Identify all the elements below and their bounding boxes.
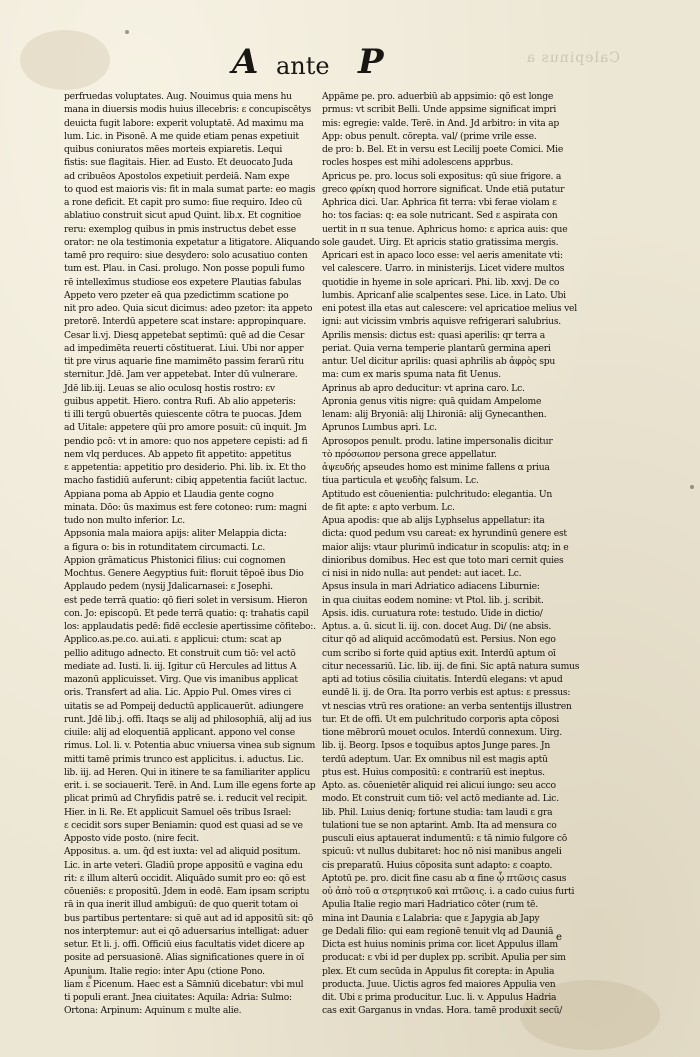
text-line: ε appetentia: appetitio pro desiderio. Phi. lib. ix. Et tho — [64, 462, 306, 473]
text-line: quotidie in hyeme in sole apricari. Phi. lib. xxvj. De co — [322, 276, 560, 288]
text-line: los: applaudatis pedē: fidē ecclesie apertissime cōfitebo:. — [64, 621, 316, 632]
text-line: tulationi tue se non aptarint. Amb. Ita ad mensura co — [322, 819, 557, 831]
text-line: tudo non multo inferior. Lc. — [64, 515, 185, 526]
text-line: vel calescere. Uarro. in ministerijs. Licet videre multos — [322, 263, 565, 275]
text-line: tiua particula et ψευδὴς falsum. Lc. — [322, 475, 479, 487]
text-line: posite ad persuasionē. Alias significationes quere in oī — [64, 952, 304, 964]
text-line: Aprinus ab apro deducitur: vt aprina caro. Lc. — [322, 382, 525, 394]
text-line: cōueniēs: ε propositū. Jdem in eodē. Eam ipsam scriptu — [64, 886, 310, 897]
text-line: fistis: sue flagitais. Hier. ad Eusto. Et deuocato Juda — [64, 157, 293, 169]
text-line: spicuū: vt nullus dubitaret: hoc nō nisi manibus angeli — [322, 846, 562, 858]
right-text-column — [322, 90, 580, 1017]
text-line: ad impedimēta reuerti cōstituerat. Liui. Ubi nor apper — [64, 342, 304, 354]
text-line: lib. Phil. Luius deniq; fortune studia: tam laudi ε gra — [322, 806, 553, 818]
text-line: Apronia genus vitis nigre: quā quidam Ampelome — [322, 395, 542, 407]
text-line: tur. Et de offi. Ut em pulchritudo corporis apta cōposi — [322, 713, 559, 725]
text-line: igni: aut vicissim vmbris aquisve refrigerari salubrius. — [322, 316, 561, 328]
text-line: orator: ne ola testimonia expetatur a litigatore. Aliquando — [64, 236, 320, 248]
text-line: deuicta fugit labore: experit voluptatē. Ad maximu ma — [64, 117, 304, 129]
text-line: τὸ πρόσωπον persona grece appellatur. — [322, 448, 497, 460]
text-line: rit: ε illum alterū occidit. Aliquādo sumit pro eo: qō est — [64, 872, 306, 884]
text-line: Applico.as.pe.co. aui.ati. ε applicui: ctum: scat ap — [64, 634, 282, 646]
text-line: mina int Daunia ε Lalabria: que ε Japygia ab Japy — [322, 912, 540, 924]
text-line: mana in diuersis modis huius illecebris: ε concupiscētys — [64, 104, 311, 116]
text-line: ge Dedali filio: qui eam regionē tenuit vlq ad Dauniā — [322, 925, 554, 937]
text-line: cas exit Garganus in vndas. Hora. tamē produxit secū/ — [322, 1005, 563, 1017]
text-line: Dicta est huius nominis prima cor. licet Appulus illam — [322, 939, 558, 950]
text-line: ε cecidit sors super Beniamin: quod est quasi ad se ve — [64, 819, 303, 831]
text-line: ad cribuēos Apostolos expetiuit perdeiā. Nam expe — [64, 170, 290, 182]
text-line: macho fastidiū auferunt: cibiq appetentia faciūt lactuc. — [64, 475, 307, 487]
text-line: Apposto vide posto. (nire fecit. — [64, 833, 199, 844]
text-line: ptus est. Huius compositū: ε contrariū est ineptus. — [322, 766, 545, 778]
text-line: Apricari est in apaco loco esse: vel aeris amenitate vti: — [322, 250, 563, 261]
text-line: runt. Jdē lib.j. offi. Itaqs se alij ad philosophiā, alij ad ius — [64, 713, 312, 725]
text-line: cis preparatū. Huius cōposita sunt adapto: ε coapto. — [322, 859, 553, 871]
text-line: ciuile: alij ad eloquentiā applicant. appono vel conse — [64, 727, 295, 738]
text-line: citur qō ad aliquid accōmodatū est. Persius. Non ego — [322, 634, 556, 646]
text-line: Applaudo pedem (nysij Jdalicarnasei: ε Josephi. — [64, 581, 273, 593]
text-line: Apunium. Italie regio: inter Apu (ctione Pono. — [64, 965, 265, 977]
text-line: lib. ij. Beorg. Ipsos e toquibus aptos Junge pares. Jn — [322, 740, 551, 752]
text-line: tum est. Plau. in Casi. prolugo. Non posse populi fumo — [64, 263, 305, 275]
text-line: dit. Ubi ε prima producitur. Luc. li. v. Appulus Hadria — [322, 992, 557, 1003]
text-line: Appsonia mala maiora apijs: aliter Melappia dicta: — [64, 528, 287, 540]
text-line: tamē pro requiro: siue desydero: solo acusatiuo conten — [64, 250, 308, 261]
text-line: mediate ad. Iusti. li. iij. Igitur cū Hercules ad littus A — [64, 660, 297, 672]
text-line: antur. Uel dicitur aprilis: quasi aphrilis ab ἀφρὸς spu — [322, 356, 556, 367]
text-line: tione mēbrorū mouet oculos. Interdū connexum. Uirg. — [322, 727, 562, 738]
text-line: rocles hospes est mihi adolescens apprbus. — [322, 157, 514, 169]
text-line: plex. Et cum secūda in Appulus fit corepta: in Apulia — [322, 965, 555, 977]
text-line: modo. Et construit cum tiō: vel actō mediante ad. Lic. — [322, 793, 559, 805]
text-line: quibus coniuratos mēes morteis expiaretis. Lequi — [64, 144, 283, 155]
text-line: erit. i. se sociauerit. Terē. in And. Lum ille egens forte ap — [64, 780, 316, 791]
text-line: prmus: vt scribit Belli. Unde appsime significat impri — [322, 104, 557, 116]
text-line: a figura o: bis in rotunditatem circumacti. Lc. — [64, 541, 266, 553]
text-line: Aptitudo est cōuenientia: pulchritudo: elegantia. Un — [322, 488, 553, 500]
text-line: rā in qua inerit illud ambiguū: de quo querit totam oi — [64, 899, 298, 911]
text-line: producat: ε vbi id per duplex pp. scribit. Apulia per sim — [322, 952, 566, 964]
text-line: producta. Juue. Uictis agros fed maiores Appulia ven — [322, 978, 556, 990]
text-line: a rone deficit. Et capit pro sumo: fiue requiro. Ideo cū — [64, 197, 303, 208]
ink-spot — [125, 30, 129, 34]
text-line: setur. Et li. j. offi. Officiū eius facultatis videt dicere ap — [64, 939, 305, 950]
text-line: eundē li. ij. de Ora. Ita porro verbis est aptus: ε pressus: — [322, 687, 571, 699]
text-line: Jdē lib.iij. Leuas se alio oculosq hostis rostro: εv — [64, 382, 275, 394]
text-line: Cesar li.vj. Diesq appetebat septimū: quē ad die Cesar — [64, 329, 305, 341]
text-line: Aphrica dici. Uar. Aphrica fit terra: vbi ferae violam ε — [322, 197, 557, 208]
text-line: greco φρίκη quod horrore significat. Unde etiā putatur — [322, 183, 565, 195]
text-line: ad Uitale: appetere qūi pro amore posuit: cū inquit. Jm — [64, 422, 307, 434]
text-line: Apulia Italie regio mari Hadriatico cōter (rum tē. — [322, 899, 538, 911]
text-line: bus partibus pertentare: si quē aut ad id appositū sit: qō — [64, 912, 314, 924]
text-line: nos interptemur: aut ei qō aduersarius intelligat: aduer — [64, 925, 309, 937]
ink-spot — [690, 485, 694, 489]
text-line: liam ε Picenum. Haec est a Sāmniū dicebatur: vbi mul — [64, 978, 304, 990]
text-line: pellio aditugo adnecto. Et construit cum tiō: vel actō — [64, 647, 296, 659]
text-line: con. Jo: episcopū. Et pede terrā quatio: q: trahatis capil — [64, 607, 309, 619]
text-line: mitti tamē primis trunco est applicitus. i. aductus. Lic. — [64, 753, 304, 765]
text-line: citur necessariū. Lic. lib. iij. de fini. Sic aptā natura sumus — [322, 660, 580, 672]
text-line: reru: exemplog quibus in pmis instructus debet esse — [64, 223, 296, 235]
text-line: dicta: quod pedum vsu careat: ex hyrundinū genere est — [322, 528, 567, 540]
text-line: dinioribus domibus. Hec est que toto mari cernit quies — [322, 554, 564, 566]
text-line: Lic. in arte veteri. Gladiū prope appositū e vagina edu — [64, 859, 303, 871]
text-line: vt nescias vtrū res oratione: an verba sententijs illustren — [322, 700, 572, 712]
text-line: de fit apte: ε apto verbum. Lc. — [322, 501, 455, 513]
text-line: est pede terrā quatio: qō fieri solet in versisum. Hieron — [64, 594, 308, 606]
text-line: Apsus insula in mari Adriatico adiacens Liburnie: — [322, 581, 540, 593]
text-line: in qua ciuitas eodem nomine: vt Ptol. lib. j. scribit. — [322, 594, 544, 606]
text-line: Mochtus. Genere Aegyptius fuit: floruit tēpoē ibus Dio — [64, 568, 304, 579]
text-line: guibus appetit. Hiero. contra Rufi. Ab alio appeteris: — [64, 395, 296, 407]
text-line: Apricus pe. pro. locus soli expositus: qū siue frigore. a — [322, 170, 562, 182]
text-line: ti populi erant. Jnea ciuitates: Aquila: Adria: Sulmo: — [64, 992, 292, 1003]
text-line: οὐ ἀπὸ τοῦ α στερητικοῦ καὶ πτῶσις. i. a cado cuius furti — [322, 886, 575, 897]
text-line: Apsis. idis. curuatura rote: testudo. Uide in dictio/ — [322, 607, 543, 619]
text-line: plicat primū ad Chryfidis patrē se. i. reducit vel recipit. — [64, 793, 308, 805]
running-head-word: ante — [276, 52, 330, 80]
text-line: perfruedas voluptates. Aug. Nouimus quia mens hu — [64, 91, 292, 102]
text-line: de pro: b. Bel. Et in versu est Lecilij poete Comici. Mie — [322, 144, 564, 155]
text-line: ci nisi in nido nulla: aut pendet: aut iacet. Lc. — [322, 568, 522, 579]
text-line: mazonū applicuisset. Virg. Que vis imanibus applicat — [64, 674, 298, 685]
text-line: Appositus. a. um. q̄d est iuxta: vel ad aliquid positum. — [64, 846, 301, 858]
text-line: rē intellexīmus studiose eos expetere Plautias fabulas — [64, 276, 302, 288]
text-line: Hier. in li. Re. Et applicuit Samuel oēs tribus Israel: — [64, 806, 292, 818]
text-line: Aptus. a. ū. sicut li. iij. con. docet Aug. Di/ (ne absis. — [322, 621, 552, 632]
text-line: cum scribo si forte quid aptius exit. Interdū aptum oī — [322, 647, 556, 659]
text-line: Aprilis mensis: dictus est: quasi aperilis: qr terra a — [322, 329, 545, 341]
running-head-right-letter: P — [358, 42, 384, 82]
text-line: periat. Quia verna temperie plantarū germina aperi — [322, 342, 551, 354]
running-head — [0, 42, 700, 82]
text-line: lumbis. Apricanf alie scalpentes sese. Lice. in Lato. Ubi — [322, 289, 566, 301]
text-line: eni potest illa etas aut calescere: vel apricatioe melius vel — [322, 303, 577, 314]
text-line: ἀψευδής apseudes homo est minime fallens α priua — [322, 462, 550, 473]
text-line: ma: cum ex maris spuma nata fit Uenus. — [322, 369, 501, 381]
text-line: Aprunos Lumbus apri. Lc. — [322, 422, 437, 434]
text-line: Appion grāmaticus Phistonici filius: cui cognomen — [64, 554, 286, 566]
text-line: Ortona: Arpinum: Aquinum ε multe alie. — [64, 1005, 242, 1017]
text-line: pusculi eius aptauerat indumentū: ε tā nimio fulgore cō — [322, 833, 568, 844]
text-line: minata. Dōo: ūs maximus est fere cotoneo: rum: magni — [64, 501, 307, 513]
catchword: e — [556, 932, 562, 943]
bleed-through-text: Calepinus a — [525, 50, 620, 66]
text-line: Appāme pe. pro. aduerbiū ab appsimio: qō est longe — [322, 91, 554, 102]
running-head-left-letter: A — [232, 42, 259, 82]
text-line: lib. iij. ad Heren. Qui in itinere te sa familiariter applicu — [64, 766, 310, 778]
text-line: maior alijs: vtaur plurimū indicatur in scopulis: atq; in e — [322, 541, 569, 553]
text-line: to quod est maioris vis: fit in mala sumat parte: eo magis — [64, 183, 316, 195]
text-line: apti ad totius cōsilia ciuitatis. Interdū elegans: vt apud — [322, 674, 563, 685]
text-line: nit pro adeo. Quia sicut dicimus: adeo pzetor: ita appeto — [64, 303, 313, 314]
text-line: lenam: alij Bryoniā: alij Lhironiā: alij Gynecanthen. — [322, 409, 547, 420]
text-line: ho: tos facias: q: ea sole nutricant. Sed ε aspirata con — [322, 210, 558, 222]
text-line: Apto. as. cōuenietēr aliquid rei alicui iungo: seu acco — [322, 780, 556, 791]
text-line: Aprosopos penult. produ. latine impersonalis dicitur — [322, 435, 553, 447]
text-line: mis: egregie: valde. Terē. in And. Jd arbitro: in vita ap — [322, 117, 560, 129]
text-line: Appiana poma ab Appio et Llaudia gente cogno — [64, 488, 274, 500]
text-line: tit pre virus aquarie fine mamimēto passim ferarū ritu — [64, 356, 304, 367]
text-line: terdū adeptum. Uar. Ex omnibus nil est magis aptū — [322, 753, 548, 765]
text-line: ablatiuo construit sicut apud Quint. lib.x. Et cognitioe — [64, 210, 301, 222]
text-line: pendio pcō: vt in amore: quo nos appetere cepisti: ad fi — [64, 435, 308, 447]
text-line: rimus. Lol. li. v. Potentia abuc vniuersa vinea sub signum — [64, 740, 316, 752]
text-line: lum. Lic. in Pisonē. A me quide etiam penas expetiuit — [64, 130, 299, 142]
text-line: App: obus penult. cōrepta. val/ (prime vrile esse. — [322, 130, 537, 142]
text-line: Aptotū pe. pro. dicit fine casu ab α fine ᾧ πτῶσις casus — [322, 872, 567, 884]
text-line: Apua apodis: que ab alijs Lyphselus appellatur: ita — [322, 515, 545, 526]
text-line: nem vlq perduces. Ab appeto fit appetito: appetitus — [64, 448, 292, 460]
text-line: sternitur. Jdē. Jam ver appetebat. Inter dū vulnerare. — [64, 369, 298, 381]
text-line: sole gaudet. Uirg. Et apricis statio gratissima mergis. — [322, 236, 559, 248]
text-line: oris. Transfert ad alia. Lic. Appio Pul. Omes vires ci — [64, 687, 292, 699]
text-line: pretorē. Interdū appetere scat instare: appropinquare. — [64, 316, 306, 328]
text-line: uertit in π sua tenue. Aphricus homo: ε aprica auis: que — [322, 223, 568, 235]
text-line: ti illi tergū obuertēs quiescente cōtra te puocas. Jdem — [64, 409, 302, 420]
left-text-column — [64, 90, 320, 1017]
text-line: Appeto vero pzeter eā qua pzedictimm scatione po — [64, 289, 289, 301]
text-line: uitatis se ad Pompeij deductū applicauerūt. adiungere — [64, 700, 304, 712]
